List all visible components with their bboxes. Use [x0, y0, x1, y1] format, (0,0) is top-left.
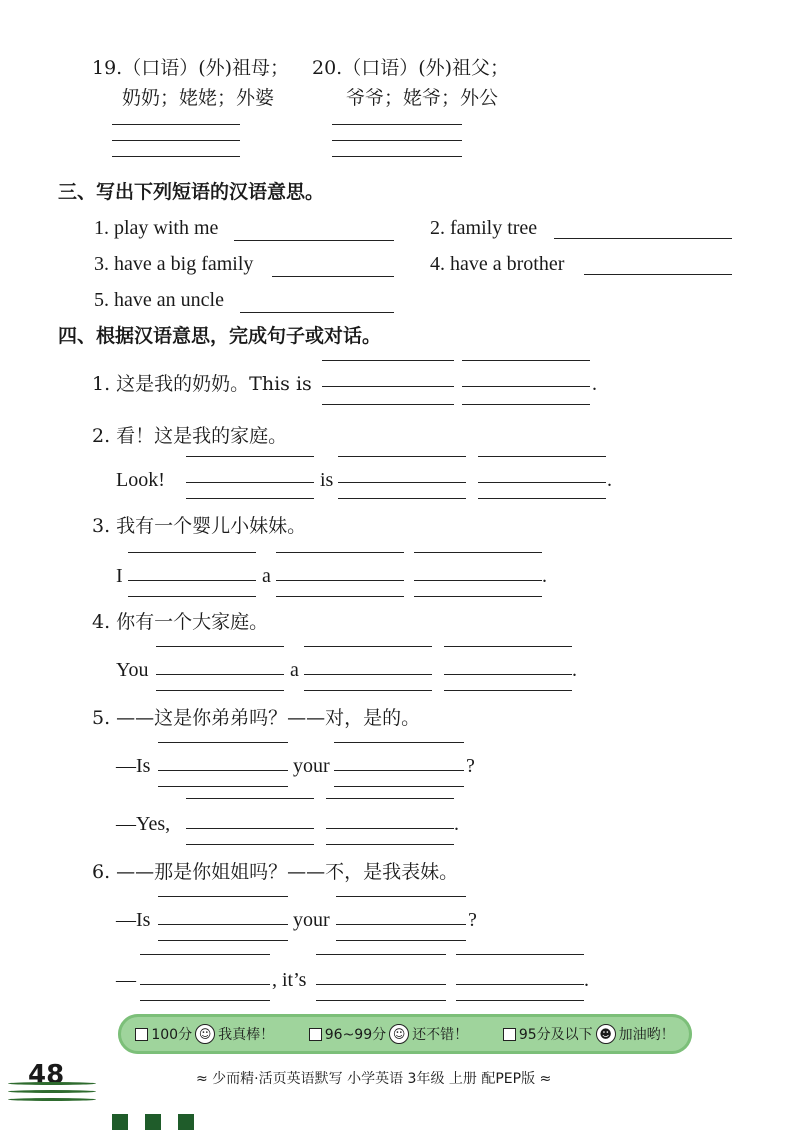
vocab-20-label: 20.（口语）(外)祖父；	[312, 57, 510, 79]
q6-prompt: 6. ——那是你姐姐吗？——不，是我表妹。	[92, 861, 459, 883]
q2-blank-3[interactable]	[478, 482, 606, 483]
vocab-19-line-1[interactable]	[112, 124, 240, 125]
q1-prompt: 1. 这是我的奶奶。This is	[92, 373, 312, 395]
q5-b-end: .	[454, 813, 459, 835]
q4-start: You	[116, 659, 149, 681]
q2-blank-2[interactable]	[338, 482, 466, 483]
section4-heading: 四、根据汉语意思，完成句子或对话。	[58, 325, 382, 347]
vocab-19-answers: 奶奶；姥姥；外婆	[122, 87, 275, 109]
q4-blank-3[interactable]	[444, 674, 572, 675]
page-number: 48	[28, 1060, 65, 1090]
q5-blank-1[interactable]	[158, 770, 288, 771]
smile-face-icon: ☺	[389, 1024, 409, 1044]
q5-a-start: —Is	[116, 755, 151, 777]
vocab-20-line-1[interactable]	[332, 124, 462, 125]
q4-prompt: 4. 你有一个大家庭。	[92, 611, 269, 633]
phrase-1: 1. play with me	[94, 217, 219, 239]
score-95-below-label: 95分及以下	[518, 1027, 593, 1043]
q2-start: Look!	[116, 469, 165, 491]
wave-decoration-1	[8, 1082, 96, 1085]
score-100-note: 我真棒！	[218, 1027, 275, 1043]
q4-end: .	[572, 659, 577, 681]
phrase-2-blank[interactable]	[554, 238, 732, 239]
q6-blank-2[interactable]	[336, 924, 466, 925]
score-96-99-note: 还不错！	[412, 1027, 469, 1043]
book-info: ≈ 少而精·活页英语默写 小学英语 3年级 上册 配PEP版 ≈	[196, 1071, 552, 1087]
phrase-3: 3. have a big family	[94, 253, 254, 275]
phrase-5: 5. have an uncle	[94, 289, 224, 311]
corner-square-2	[145, 1114, 161, 1130]
vocab-19-line-2[interactable]	[112, 140, 240, 141]
score-banner	[118, 1014, 692, 1054]
q5-b-start: —Yes,	[116, 813, 171, 835]
q6-a-start: —Is	[116, 909, 151, 931]
score-95-below-note: 加油哟！	[618, 1027, 675, 1043]
wave-decoration-3	[8, 1098, 96, 1101]
score-option-95-below[interactable]	[503, 1024, 675, 1044]
happy-face-icon: ☺	[195, 1024, 215, 1044]
q1-end: .	[592, 373, 597, 395]
vocab-20-line-3[interactable]	[332, 156, 462, 157]
phrase-4-blank[interactable]	[584, 274, 732, 275]
score-option-96-99[interactable]	[309, 1024, 468, 1044]
corner-square-3	[178, 1114, 194, 1130]
q3-blank-3[interactable]	[414, 580, 542, 581]
section3-heading: 三、写出下列短语的汉语意思。	[58, 181, 325, 203]
q3-blank-2[interactable]	[276, 580, 404, 581]
q6-b-start: —	[116, 969, 136, 991]
vocab-20-answers: 爷爷；姥爷；外公	[346, 87, 499, 109]
q4-blank-2[interactable]	[304, 674, 432, 675]
phrase-1-blank[interactable]	[234, 240, 394, 241]
q3-end: .	[542, 565, 547, 587]
q3-blank-1[interactable]	[128, 580, 256, 581]
score-option-100[interactable]	[135, 1024, 274, 1044]
vocab-19-label: 19.（口语）(外)祖母；	[92, 57, 290, 79]
q2-end: .	[607, 469, 612, 491]
q6-b-mid: , it’s	[272, 969, 307, 991]
cheer-face-icon: ☻	[596, 1024, 616, 1044]
score-96-99-label: 96~99分	[324, 1027, 387, 1043]
phrase-4: 4. have a brother	[430, 253, 565, 275]
phrase-3-blank[interactable]	[272, 276, 394, 277]
checkbox-96-99[interactable]	[309, 1028, 322, 1041]
q2-mid: is	[320, 469, 334, 491]
q2-prompt: 2. 看！这是我的家庭。	[92, 425, 288, 447]
checkbox-95-below[interactable]	[503, 1028, 516, 1041]
q4-blank-1[interactable]	[156, 674, 284, 675]
q1-blank-2[interactable]	[462, 386, 590, 387]
score-100-label: 100分	[151, 1027, 193, 1043]
q5-a-mid: your	[293, 755, 330, 777]
wave-decoration-2	[8, 1090, 96, 1093]
corner-square-1	[112, 1114, 128, 1130]
q6-blank-1[interactable]	[158, 924, 288, 925]
q5-prompt: 5. ——这是你弟弟吗？——对，是的。	[92, 707, 421, 729]
q5-blank-2[interactable]	[334, 770, 464, 771]
q2-blank-1[interactable]	[186, 482, 314, 483]
q6-b-end: .	[584, 969, 589, 991]
vocab-19-line-3[interactable]	[112, 156, 240, 157]
q3-start: I	[116, 565, 123, 587]
q6-blank-5[interactable]	[456, 984, 584, 985]
q3-prompt: 3. 我有一个婴儿小妹妹。	[92, 515, 307, 537]
q5-blank-4[interactable]	[326, 828, 454, 829]
q5-a-end: ?	[466, 755, 475, 777]
q6-a-end: ?	[468, 909, 477, 931]
q3-mid: a	[262, 565, 271, 587]
q6-blank-3[interactable]	[140, 984, 270, 985]
q6-blank-4[interactable]	[316, 984, 446, 985]
q1-blank-1[interactable]	[322, 386, 454, 387]
q6-a-mid: your	[293, 909, 330, 931]
q4-mid: a	[290, 659, 299, 681]
phrase-5-blank[interactable]	[240, 312, 394, 313]
vocab-20-line-2[interactable]	[332, 140, 462, 141]
q5-blank-3[interactable]	[186, 828, 314, 829]
checkbox-100[interactable]	[135, 1028, 148, 1041]
phrase-2: 2. family tree	[430, 217, 538, 239]
